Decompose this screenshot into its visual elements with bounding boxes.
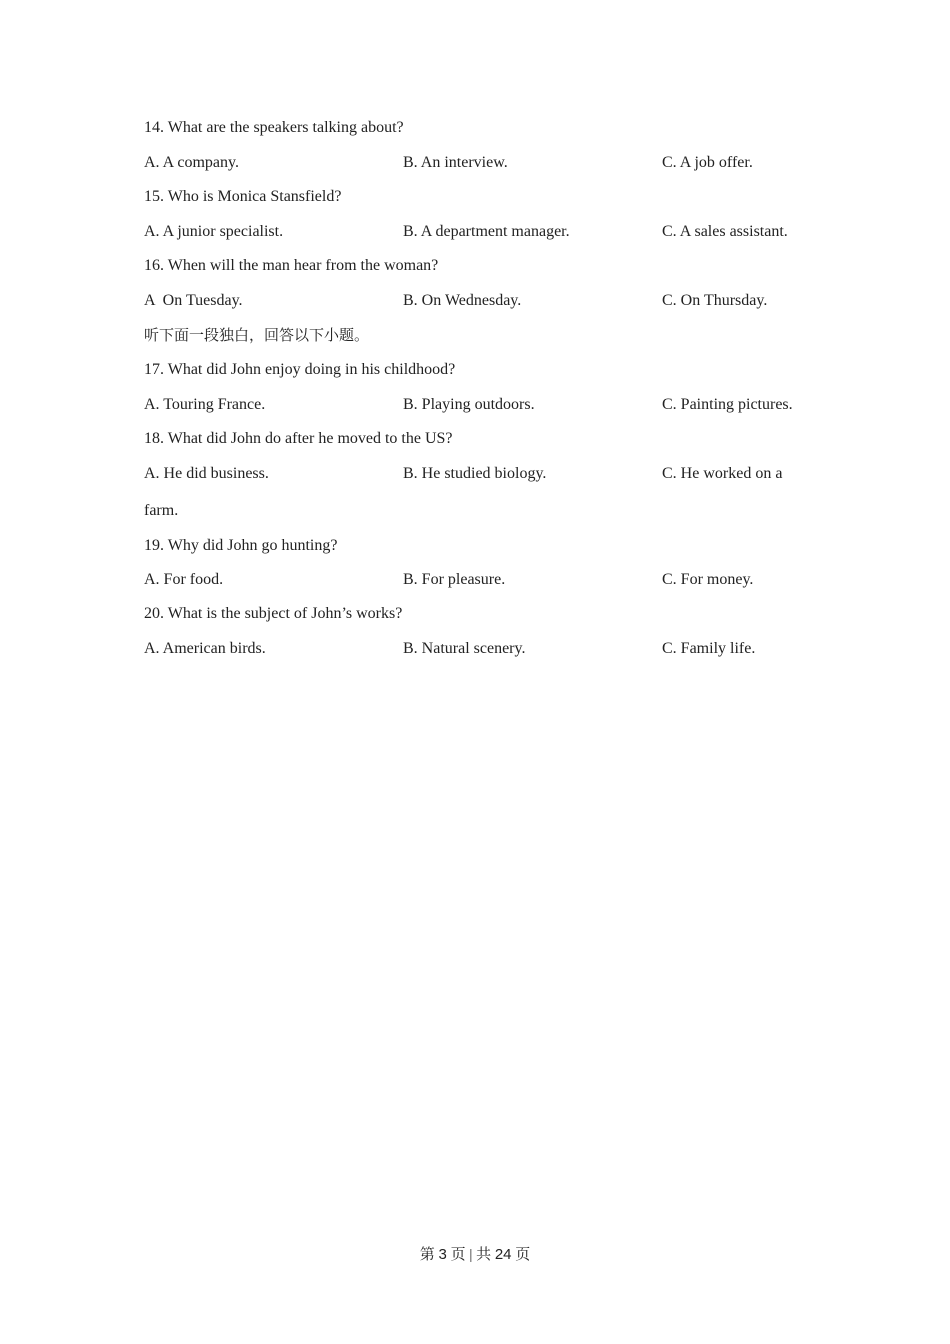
- question-20: 20. What is the subject of John’s works?: [144, 605, 403, 622]
- q19-option-b: B. For pleasure.: [403, 571, 506, 588]
- q19-option-c: C. For money.: [662, 571, 754, 588]
- q14-option-a: A. A company.: [144, 154, 239, 171]
- q18-option-a: A. He did business.: [144, 465, 269, 482]
- q15-option-b: B. A department manager.: [403, 223, 570, 240]
- section-instruction: 听下面一段独白，回答以下小题。: [144, 326, 370, 344]
- q18-option-c-continuation: farm.: [144, 502, 179, 519]
- q15-option-c: C. A sales assistant.: [662, 223, 788, 240]
- q16-option-c: C. On Thursday.: [662, 292, 768, 309]
- question-18: 18. What did John do after he moved to the US?: [144, 430, 453, 447]
- q20-option-a: A. American birds.: [144, 640, 266, 657]
- page-footer: [0, 1245, 950, 1265]
- footer-total-pages: 24: [494, 1246, 512, 1263]
- question-15: 15. Who is Monica Stansfield?: [144, 188, 342, 205]
- q14-option-b: B. An interview.: [403, 154, 508, 171]
- q14-option-c: C. A job offer.: [662, 154, 753, 171]
- q16-option-a: A On Tuesday.: [144, 292, 243, 309]
- question-14: 14. What are the speakers talking about?: [144, 119, 404, 136]
- q20-option-c: C. Family life.: [662, 640, 756, 657]
- question-16: 16. When will the man hear from the woman?: [144, 257, 439, 274]
- question-19: 19. Why did John go hunting?: [144, 537, 338, 554]
- q17-option-c: C. Painting pictures.: [662, 396, 793, 413]
- footer-page-number: 3: [438, 1246, 447, 1263]
- q16-option-b: B. On Wednesday.: [403, 292, 522, 309]
- footer-suffix: 页: [515, 1247, 531, 1263]
- q17-option-a: A. Touring France.: [144, 396, 266, 413]
- q18-option-c: C. He worked on a: [662, 465, 783, 482]
- q19-option-a: A. For food.: [144, 571, 224, 588]
- q18-option-b: B. He studied biology.: [403, 465, 547, 482]
- question-17: 17. What did John enjoy doing in his childhood?: [144, 361, 456, 378]
- footer-prefix: 第: [419, 1247, 435, 1263]
- footer-mid: 页 | 共: [450, 1247, 492, 1263]
- q15-option-a: A. A junior specialist.: [144, 223, 284, 240]
- q17-option-b: B. Playing outdoors.: [403, 396, 535, 413]
- q20-option-b: B. Natural scenery.: [403, 640, 526, 657]
